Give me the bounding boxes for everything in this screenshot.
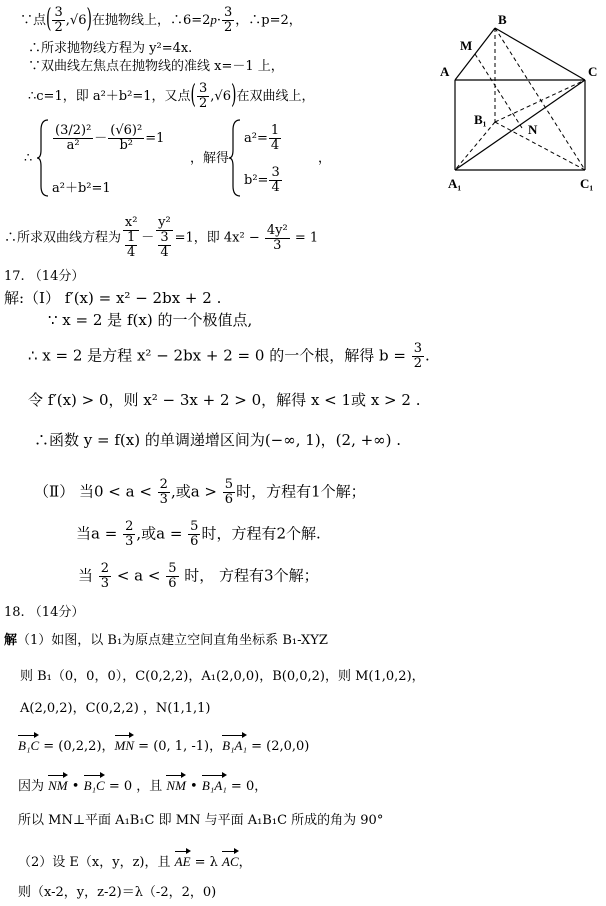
label-B1: B₁: [474, 112, 487, 127]
label-B: B: [498, 12, 507, 27]
solution-a2: a²= $\frac{1}{4}$: [244, 123, 280, 153]
label-M: M: [460, 38, 473, 53]
left-brace-icon: [36, 118, 50, 198]
p18-point-e: （2）设 E（x，y，z)，且 AE = λ AC，: [18, 850, 252, 871]
p17-derivative: 解:（Ⅰ） f′(x) = x² − 2bx + 2 .: [4, 289, 222, 307]
p18-vectors: B₁C = (0,2,2)，MN = (0, 1, -1)，B₁A₁ = (2,0,0): [18, 734, 309, 755]
label-C: C: [588, 64, 598, 79]
p17-part2-case2: 当a = $\frac{2}{3}$ ,或a = $\frac{5}{6}$ 时，方程有2个解.: [76, 519, 321, 549]
solution-b2: b²= $\frac{3}{4}$: [244, 165, 280, 195]
p17-extremum: ∵ x = 2 是 f(x) 的一个极值点,: [48, 311, 253, 329]
p17-increasing-interval: ∴函数 y = f(x) 的单调递增区间为(−∞, 1)，(2, +∞) .: [34, 431, 402, 449]
problem-17-heading: 17. （14分）: [4, 269, 85, 284]
system-row-2: a²＋b²=1: [52, 181, 111, 196]
p18-setup: 解（1）如图，以 B₁为原点建立空间直角坐标系 B₁-XYZ: [4, 633, 328, 648]
label-N: N: [528, 122, 538, 137]
p18-coordinates: 则 B₁（0，0，0），C(0,2,2)，A₁(2,0,0)，B(0,0,2)，则 M(1,0,2)，: [20, 669, 425, 684]
prism-figure: [430, 10, 600, 195]
line-hyperbola-equation: ∴所求双曲线方程为 $\frac{\text{x²}}{\frac{1}{4}}$ － $\frac{\text{y²}}{\frac{3}{4}}$ =1，即 4x² − $\frac{\text{4y²}}{3}$ = 1: [4, 215, 319, 260]
system-row-1: $\frac{\text{(3/2)²}}{\text{a²}}$ － $\frac{\text{(√6)²}}{\text{b²}}$ =1: [55, 123, 165, 153]
fraction-3-2-c: $\frac{3}{2}$: [198, 81, 208, 111]
label-A: A: [440, 64, 450, 79]
line-point-on-parabola: ∵点( $\frac{3}{2}$ ,√6)在抛物线上，∴6=2p· $\frac{3}{2}$ ，∴p=2，: [20, 4, 302, 35]
p17-inequality: 令 f′(x) > 0，则 x² − 3x + 2 > 0，解得 x < 1或 x > 2 .: [28, 391, 421, 409]
label-C1: C₁: [580, 176, 594, 191]
p17-part2-case1: （Ⅱ） 当0 < a < $\frac{2}{3}$ ,或a > $\frac{5}{6}$ 时，方程有1个解；: [34, 477, 366, 507]
p17-root: ∴ x = 2 是方程 x² − 2bx + 2 = 0 的一个根，解得 b = $\frac{3}{2}$ .: [28, 341, 430, 371]
line-c-equals-1: ∴c=1，即 a²＋b²=1，又点( $\frac{3}{2}$ ,√6)在双曲线上，: [28, 80, 315, 111]
p18-coordinates-2: A(2,0,2)，C(0,2,2) ，N(1,1,1): [20, 701, 211, 716]
line-focus: ∵双曲线左焦点在抛物线的准线 x=－1 上，: [28, 59, 284, 74]
line-parabola-equation: ∴所求抛物线方程为 y²=4x.: [28, 41, 193, 56]
p18-perpendicular: 所以 MN⊥平面 A₁B₁C 即 MN 与平面 A₁B₁C 所成的角为 90°: [18, 813, 384, 828]
fraction-3-2-b: $\frac{3}{2}$: [224, 5, 233, 35]
p18-dot-products: 因为 NM • B₁C = 0 ，且 NM • B₁A₁ = 0，: [18, 774, 267, 795]
problem-18-heading: 18. （14分）: [4, 605, 85, 620]
fraction-3-2: $\frac{3}{2}$: [54, 5, 63, 35]
label-A1: A₁: [448, 176, 462, 191]
left-brace-icon-2: [228, 118, 242, 198]
p17-part2-case3: 当 $\frac{2}{3}$ < a < $\frac{5}{6}$ 时， 方程有3个解；: [78, 561, 319, 591]
p18-lambda-equation: 则（x-2，y，z-2)＝λ（-2，2，0): [18, 885, 217, 900]
